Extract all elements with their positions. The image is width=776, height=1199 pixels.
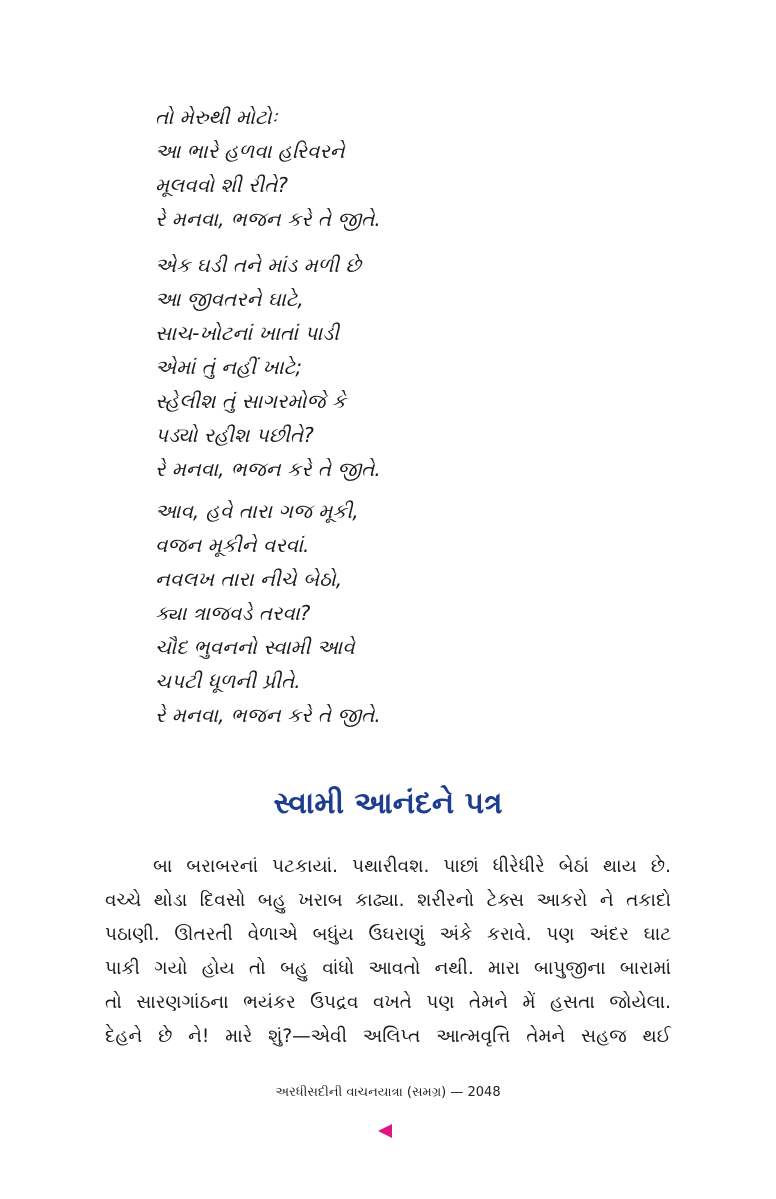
- poem-line: રે મનવા, ભજન કરે તે જીતે.: [155, 457, 381, 481]
- poem-line: આવ, હવે તારા ગજ મૂકી,: [155, 499, 359, 523]
- poem-line: નવલખ તારા નીચે બેઠો,: [155, 567, 343, 591]
- poem-line: સ્હેલીશ તું સાગરમોજે કે: [155, 389, 346, 413]
- prose-line: પઠાણી. ઊતરતી વેળાએ બધુંય ઉઘરાણું અંકે કરાવે. પણ અંદર ઘાટ: [105, 924, 671, 945]
- prose-line: પાકી ગયો હોય તો બહુ વાંધો આવતો નથી. મારા બાપુજીના બારામાં: [105, 958, 671, 979]
- poem-line: વજન મૂકીને વરવાં.: [155, 533, 310, 557]
- letter-body: [105, 850, 671, 1054]
- poem-line: મૂલવવો શી રીતે?: [155, 173, 288, 197]
- poem-stanza-2: [155, 248, 381, 486]
- poem-line: પડ્યો રહીશ પછીતે?: [155, 423, 314, 447]
- poem-line: ચૌદ ભુવનનો સ્વામી આવે: [155, 635, 355, 659]
- poem-line: રે મનવા, ભજન કરે તે જીતે.: [155, 207, 381, 231]
- poem-line: સાચ-ખોટનાં ખાતાં પાડી: [155, 321, 339, 345]
- prose-line: દેહને છે ને! મારે શું?—એવી અલિપ્ત આત્મવૃત્તિ તેમને સહજ થઈ: [105, 1026, 671, 1047]
- poem-stanza-3: [155, 494, 381, 732]
- poem-stanza-1: [155, 100, 381, 236]
- poem-line: એક ઘડી તને માંડ મળી છે: [155, 253, 361, 277]
- poem-line: ક્યા ત્રાજવડે તરવા?: [155, 601, 311, 625]
- triangle-left-icon[interactable]: [378, 1124, 392, 1138]
- poem-line: આ ભારે હળવા હરિવરને: [155, 139, 345, 163]
- poem-line: રે મનવા, ભજન કરે તે જીતે.: [155, 703, 381, 727]
- poem-line: તો મેરુથી મોટોઃ: [155, 105, 278, 129]
- page-footer: અરધીસદીની વાચનયાત્રા (સમગ્ર) — 2048: [275, 1085, 501, 1100]
- prose-line: બા બરાબરનાં પટકાયાં. પથારીવશ. પાછાં ધીરેધીરે બેઠાં થાય છે.: [153, 856, 671, 877]
- section-title: સ્વામી આનંદને પત્ર: [273, 786, 503, 821]
- prose-line: વચ્ચે થોડા દિવસો બહુ ખરાબ કાઢ્યા. શરીરનો ટેક્સ આકરો ને તકાદો: [105, 890, 671, 911]
- poem-line: આ જીવતરને ઘાટે,: [155, 287, 304, 311]
- prose-line: તો સારણગાંઠના ભયંકર ઉપદ્રવ વખતે પણ તેમને મેં હસતા જોયેલા.: [105, 992, 671, 1013]
- poem-line: એમાં તું નહીં ખાટે;: [155, 355, 303, 379]
- poem-line: ચપટી ધૂળની પ્રીતે.: [155, 669, 301, 693]
